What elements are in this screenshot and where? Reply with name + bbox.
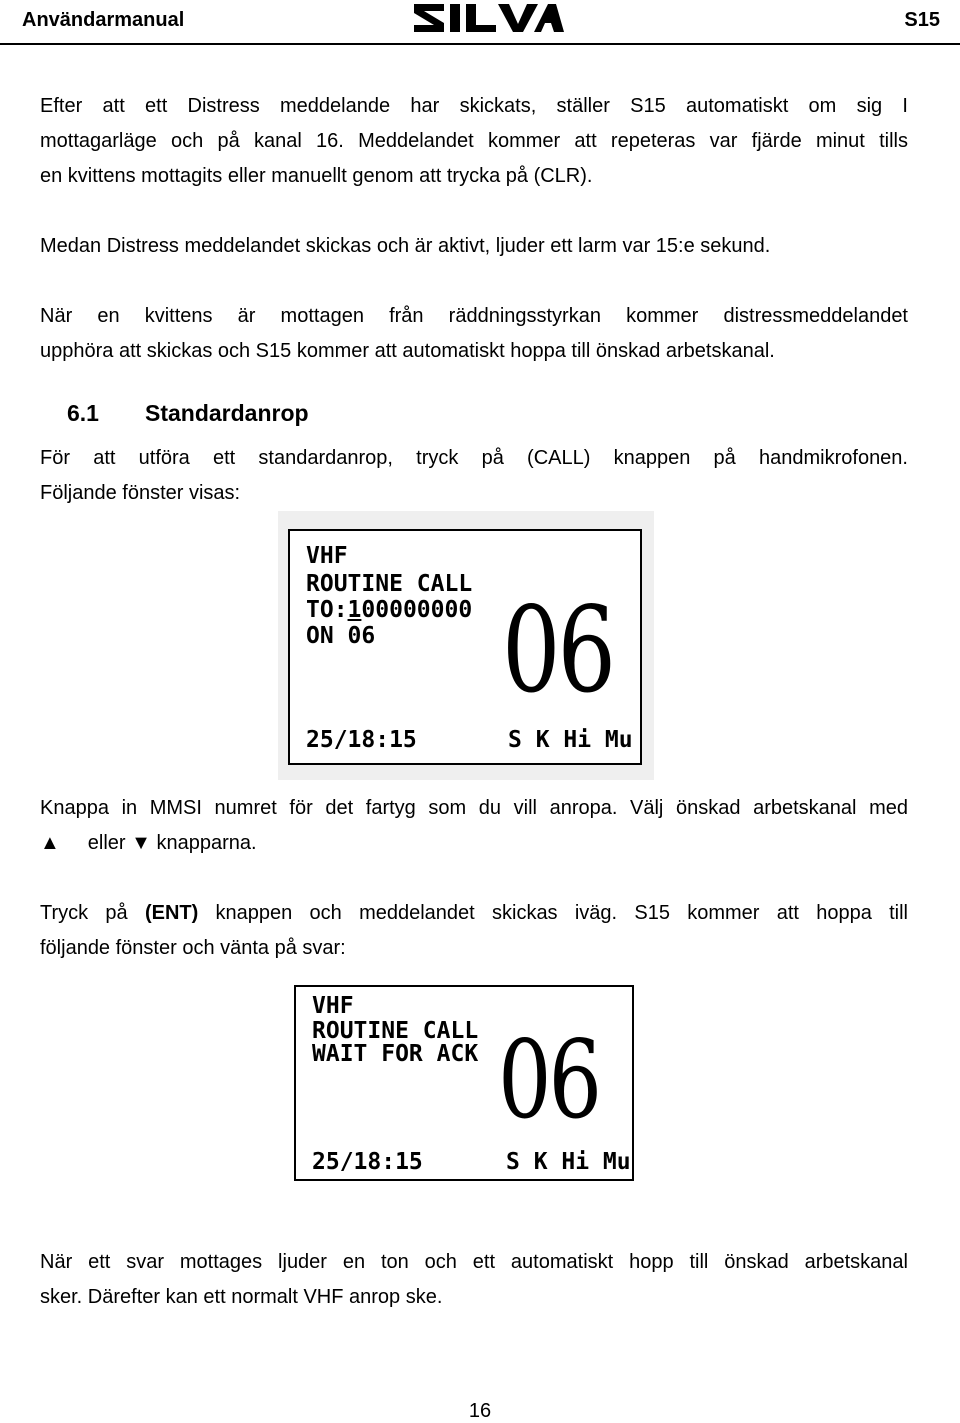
paragraph-distress-sent-end bbox=[40, 159, 908, 194]
paragraph-distress-sent bbox=[40, 89, 908, 159]
manual-title: Användarmanual bbox=[22, 9, 185, 31]
paragraph-reply-end bbox=[40, 1280, 908, 1315]
lcd-band: VHF bbox=[312, 993, 354, 1019]
text-line: Följande fönster visas: bbox=[40, 482, 241, 504]
display-wait-for-ack bbox=[294, 985, 634, 1181]
lcd-cursor-digit: 1 bbox=[347, 597, 362, 623]
page-header bbox=[0, 0, 960, 44]
text-fragment: knappen och meddelandet skickas iväg. S15 kommer att hoppa till bbox=[215, 902, 908, 924]
paragraph-ack-end bbox=[40, 334, 908, 369]
text-fragment: Tryck på bbox=[40, 902, 128, 924]
paragraph-send-end bbox=[40, 931, 908, 966]
header-divider bbox=[0, 43, 960, 45]
page-number: 16 bbox=[468, 1400, 492, 1422]
text-line: mottagarläge och på kanal 16. Meddelandet kommer att repeteras var fjärde minut tills bbox=[40, 130, 908, 152]
paragraph-call-instructions-end bbox=[40, 476, 908, 511]
lcd-screen bbox=[288, 529, 642, 765]
section-heading bbox=[67, 400, 309, 427]
text-line: Efter att ett Distress meddelande har skickats, ställer S15 automatiskt om sig I bbox=[40, 95, 908, 117]
lcd-on-channel: ON 06 bbox=[306, 623, 376, 649]
lcd-time: 25/18:15 bbox=[306, 727, 417, 753]
paragraph-call-instructions bbox=[40, 441, 908, 476]
arrow-down-icon: ▼ bbox=[131, 832, 151, 854]
lcd-status: S K Hi Mu bbox=[506, 1149, 631, 1175]
lcd-status: S K Hi Mu bbox=[508, 727, 633, 753]
lcd-channel-number: 06 bbox=[498, 1018, 599, 1143]
paragraph-send bbox=[40, 896, 908, 931]
text-line: För att utföra ett standardanrop, tryck på (CALL) knappen på handmikrofonen. bbox=[40, 447, 908, 469]
lcd-time: 25/18:15 bbox=[312, 1149, 423, 1175]
display-routine-call-screenshot bbox=[278, 511, 654, 780]
ent-key-label: (ENT) bbox=[144, 902, 199, 924]
paragraph-alarm bbox=[40, 229, 908, 264]
text-line: upphöra att skickas och S15 kommer att automatiskt hoppa till önskad arbetskanal. bbox=[40, 340, 775, 362]
paragraph-reply bbox=[40, 1245, 908, 1280]
text-line: När ett svar mottages ljuder en ton och ett automatiskt hopp till önskad arbetskanal bbox=[40, 1251, 908, 1273]
text-line: När en kvittens är mottagen från räddningsstyrkan kommer distressmeddelandet bbox=[40, 305, 908, 327]
arrow-up-icon: ▲ bbox=[40, 832, 60, 854]
paragraph-enter-mmsi bbox=[40, 791, 908, 826]
text-line: sker. Därefter kan ett normalt VHF anrop ske. bbox=[40, 1286, 443, 1308]
lcd-mode: ROUTINE CALL bbox=[312, 1018, 479, 1044]
text-or: eller bbox=[87, 832, 126, 854]
lcd-to-label: TO: bbox=[306, 597, 348, 623]
section-number: 6.1 bbox=[67, 400, 99, 426]
paragraph-arrows bbox=[40, 826, 908, 861]
text-line: en kvittens mottagits eller manuellt genom att trycka på (CLR). bbox=[40, 165, 593, 187]
model-name: S15 bbox=[904, 9, 940, 31]
section-title: Standardanrop bbox=[145, 400, 309, 426]
lcd-mmsi-digits: 00000000 bbox=[361, 597, 473, 623]
paragraph-ack bbox=[40, 299, 908, 334]
text-buttons: knapparna. bbox=[156, 832, 257, 854]
lcd-wait: WAIT FOR ACK bbox=[312, 1041, 479, 1067]
text-line: Knappa in MMSI numret för det fartyg som du vill anropa. Välj önskad arbetskanal med bbox=[40, 797, 908, 819]
text-line: Medan Distress meddelandet skickas och är aktivt, ljuder ett larm var 15:e sekund. bbox=[40, 235, 771, 257]
lcd-channel-number: 06 bbox=[502, 581, 613, 719]
text-line: följande fönster och vänta på svar: bbox=[40, 937, 346, 959]
lcd-mode: ROUTINE CALL bbox=[306, 571, 473, 597]
silva-logo bbox=[412, 0, 564, 34]
lcd-mmsi bbox=[306, 597, 472, 623]
text-line bbox=[40, 896, 908, 931]
lcd-band: VHF bbox=[306, 543, 348, 569]
